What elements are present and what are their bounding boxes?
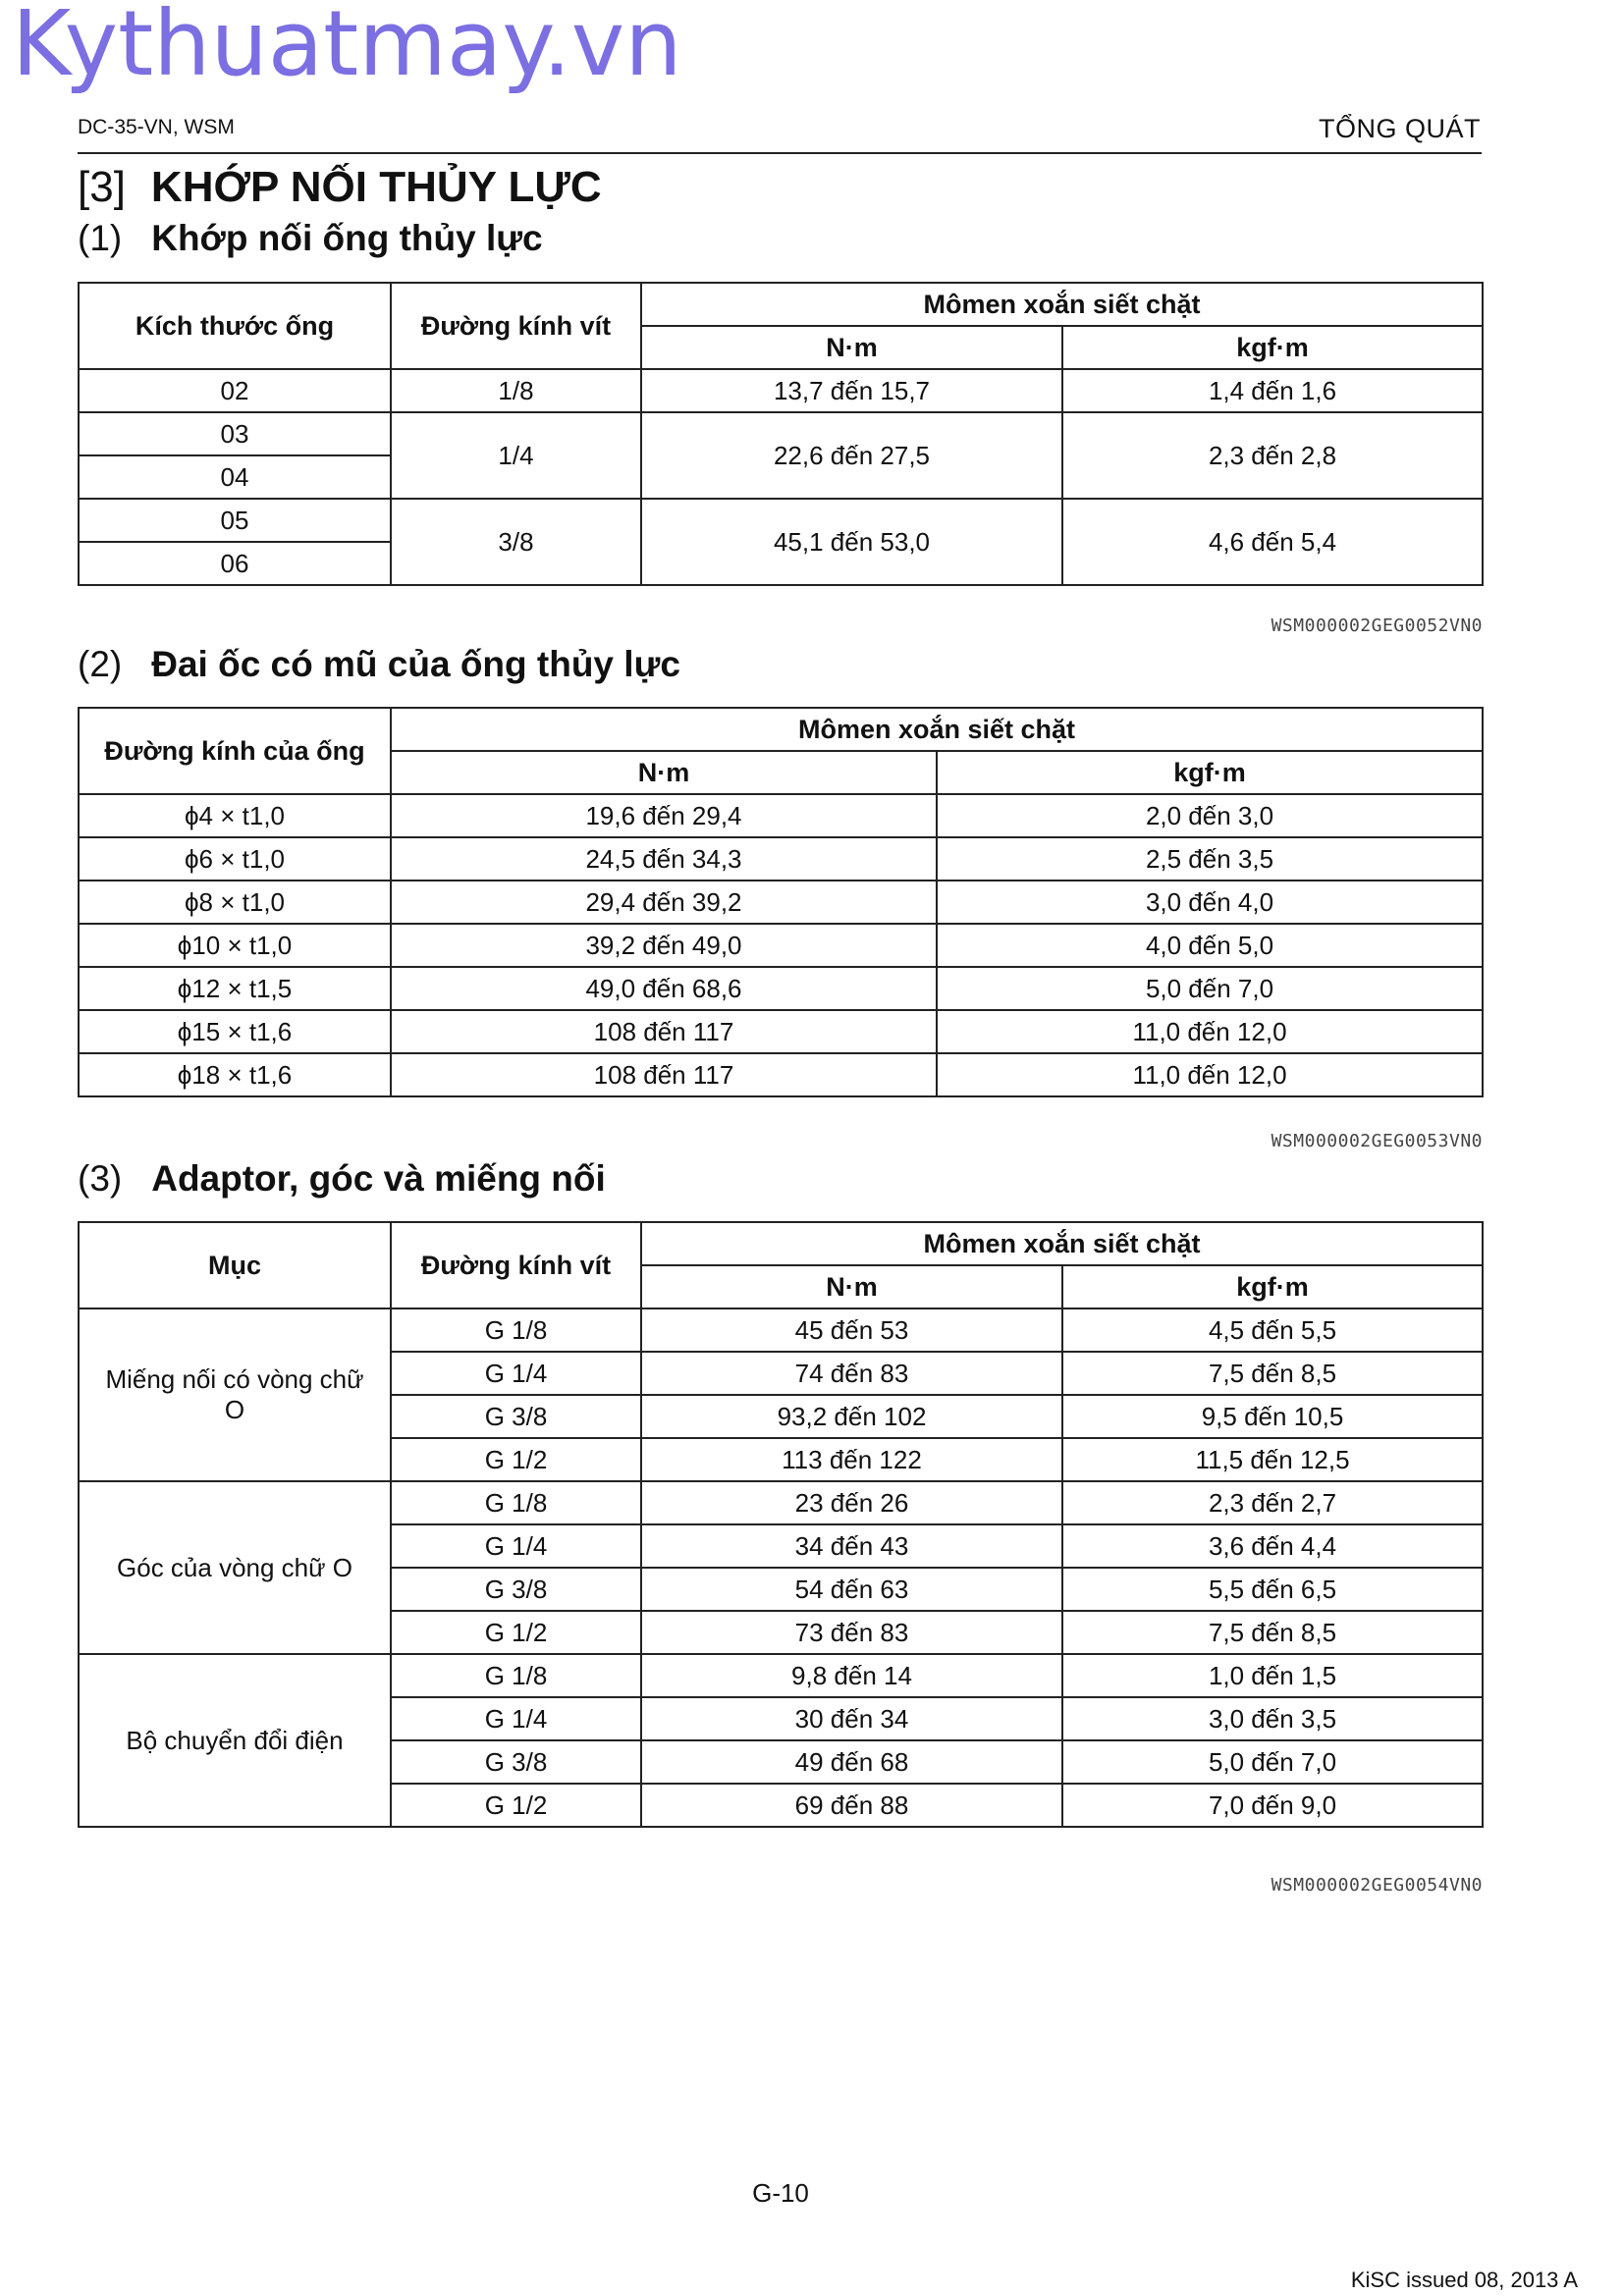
cell-kgfm: 3,6 đến 4,4 bbox=[1062, 1524, 1483, 1568]
cell-size: 04 bbox=[79, 455, 391, 499]
subsection-2-number: (2) bbox=[78, 644, 123, 684]
subsection-2-title: Đai ốc có mũ của ống thủy lực bbox=[151, 644, 680, 684]
cell-diameter: ϕ4 × t1,0 bbox=[79, 794, 391, 837]
cell-kgfm: 2,3 đến 2,7 bbox=[1062, 1481, 1483, 1524]
cell-nm: 49,0 đến 68,6 bbox=[391, 967, 937, 1010]
table-row bbox=[79, 967, 1483, 1010]
cell-nm: 19,6 đến 29,4 bbox=[391, 794, 937, 837]
section-heading bbox=[78, 163, 602, 212]
cell-kgfm: 3,0 đến 4,0 bbox=[937, 881, 1483, 924]
cell-thread: G 1/8 bbox=[391, 1481, 641, 1524]
cell-nm: 54 đến 63 bbox=[641, 1568, 1062, 1611]
cell-diameter: ϕ15 × t1,6 bbox=[79, 1010, 391, 1053]
header-thread-diameter: Đường kính vít bbox=[391, 1222, 641, 1308]
cell-kgfm: 3,0 đến 3,5 bbox=[1062, 1697, 1483, 1740]
table-row bbox=[79, 794, 1483, 837]
cell-nm: 74 đến 83 bbox=[641, 1352, 1062, 1395]
cell-kgfm: 7,5 đến 8,5 bbox=[1062, 1611, 1483, 1654]
header-torque: Mômen xoắn siết chặt bbox=[641, 283, 1483, 326]
document-code: DC-35-VN, WSM bbox=[78, 116, 235, 138]
header-pipe-diameter: Đường kính của ống bbox=[79, 708, 391, 794]
cell-kgfm: 4,6 đến 5,4 bbox=[1062, 499, 1483, 585]
section-title: KHỚP NỐI THỦY LỰC bbox=[150, 163, 602, 211]
cell-size: 03 bbox=[79, 412, 391, 455]
cell-kgfm: 5,0 đến 7,0 bbox=[937, 967, 1483, 1010]
table-row bbox=[79, 1481, 1483, 1524]
cell-nm: 45 đến 53 bbox=[641, 1308, 1062, 1352]
subsection-3-title: Adaptor, góc và miếng nối bbox=[151, 1158, 606, 1199]
cell-nm: 69 đến 88 bbox=[641, 1784, 1062, 1827]
cell-nm: 93,2 đến 102 bbox=[641, 1395, 1062, 1438]
cell-thread: G 1/2 bbox=[391, 1784, 641, 1827]
cell-thread: 1/8 bbox=[391, 369, 641, 412]
cell-thread: G 3/8 bbox=[391, 1568, 641, 1611]
header-thread-diameter: Đường kính vít bbox=[391, 283, 641, 369]
watermark-logo: Kythuatmay.vn bbox=[12, 0, 682, 96]
cell-kgfm: 4,0 đến 5,0 bbox=[937, 924, 1483, 967]
cell-diameter: ϕ6 × t1,0 bbox=[79, 837, 391, 881]
cell-thread: G 1/8 bbox=[391, 1654, 641, 1697]
subsection-3-number: (3) bbox=[78, 1158, 123, 1199]
cell-item: Góc của vòng chữ O bbox=[79, 1481, 391, 1654]
cell-nm: 23 đến 26 bbox=[641, 1481, 1062, 1524]
header-kgfm: kgf·m bbox=[1062, 326, 1483, 369]
reference-code: WSM000002GEG0053VN0 bbox=[1271, 1131, 1483, 1151]
cell-nm: 30 đến 34 bbox=[641, 1697, 1062, 1740]
cell-thread: 1/4 bbox=[391, 412, 641, 499]
reference-code: WSM000002GEG0054VN0 bbox=[1271, 1875, 1483, 1896]
cell-nm: 108 đến 117 bbox=[391, 1053, 937, 1096]
subsection-1-heading bbox=[78, 218, 543, 259]
cell-thread: G 3/8 bbox=[391, 1740, 641, 1784]
header-torque: Mômen xoắn siết chặt bbox=[641, 1222, 1483, 1265]
cell-item: Bộ chuyển đổi điện bbox=[79, 1654, 391, 1827]
table-row bbox=[79, 1654, 1483, 1697]
cell-kgfm: 7,5 đến 8,5 bbox=[1062, 1352, 1483, 1395]
cell-thread: G 1/8 bbox=[391, 1308, 641, 1352]
cell-nm: 22,6 đến 27,5 bbox=[641, 412, 1062, 499]
header-nm: N·m bbox=[641, 326, 1062, 369]
cell-thread: G 1/4 bbox=[391, 1352, 641, 1395]
cell-nm: 108 đến 117 bbox=[391, 1010, 937, 1053]
cell-nm: 45,1 đến 53,0 bbox=[641, 499, 1062, 585]
cell-kgfm: 1,0 đến 1,5 bbox=[1062, 1654, 1483, 1697]
cell-thread: 3/8 bbox=[391, 499, 641, 585]
cell-nm: 13,7 đến 15,7 bbox=[641, 369, 1062, 412]
cell-diameter: ϕ10 × t1,0 bbox=[79, 924, 391, 967]
cell-kgfm: 1,4 đến 1,6 bbox=[1062, 369, 1483, 412]
cell-kgfm: 2,0 đến 3,0 bbox=[937, 794, 1483, 837]
subsection-1-title: Khớp nối ống thủy lực bbox=[151, 218, 543, 258]
table-row bbox=[79, 881, 1483, 924]
table-row bbox=[79, 369, 1483, 412]
subsection-1-number: (1) bbox=[78, 218, 123, 258]
chapter-title: TỔNG QUÁT bbox=[1319, 114, 1481, 143]
cell-thread: G 1/2 bbox=[391, 1438, 641, 1481]
cell-diameter: ϕ18 × t1,6 bbox=[79, 1053, 391, 1096]
cell-kgfm: 2,5 đến 3,5 bbox=[937, 837, 1483, 881]
reference-code: WSM000002GEG0052VN0 bbox=[1271, 615, 1483, 636]
cell-diameter: ϕ8 × t1,0 bbox=[79, 881, 391, 924]
header-item: Mục bbox=[79, 1222, 391, 1308]
header-nm: N·m bbox=[641, 1265, 1062, 1308]
header-kgfm: kgf·m bbox=[937, 751, 1483, 794]
cell-nm: 29,4 đến 39,2 bbox=[391, 881, 937, 924]
table-row bbox=[79, 1010, 1483, 1053]
header-pipe-size: Kích thước ống bbox=[79, 283, 391, 369]
subsection-2-heading bbox=[78, 644, 680, 685]
issue-note: KiSC issued 08, 2013 A bbox=[1350, 2268, 1578, 2292]
header-divider bbox=[78, 152, 1482, 154]
table-row bbox=[79, 1308, 1483, 1352]
cell-nm: 49 đến 68 bbox=[641, 1740, 1062, 1784]
cell-nm: 73 đến 83 bbox=[641, 1611, 1062, 1654]
adaptor-torque-table bbox=[78, 1221, 1484, 1828]
header-kgfm: kgf·m bbox=[1062, 1265, 1483, 1308]
page-number: G-10 bbox=[752, 2178, 809, 2208]
header-torque: Mômen xoắn siết chặt bbox=[391, 708, 1483, 751]
table-row bbox=[79, 412, 1483, 455]
cell-thread: G 1/4 bbox=[391, 1524, 641, 1568]
cell-nm: 39,2 đến 49,0 bbox=[391, 924, 937, 967]
cell-nm: 24,5 đến 34,3 bbox=[391, 837, 937, 881]
cell-kgfm: 11,5 đến 12,5 bbox=[1062, 1438, 1483, 1481]
table-row bbox=[79, 1053, 1483, 1096]
cell-kgfm: 5,0 đến 7,0 bbox=[1062, 1740, 1483, 1784]
table-row bbox=[79, 924, 1483, 967]
flare-nut-torque-table bbox=[78, 707, 1484, 1097]
cell-kgfm: 7,0 đến 9,0 bbox=[1062, 1784, 1483, 1827]
cell-thread: G 1/2 bbox=[391, 1611, 641, 1654]
header-nm: N·m bbox=[391, 751, 937, 794]
cell-kgfm: 4,5 đến 5,5 bbox=[1062, 1308, 1483, 1352]
cell-thread: G 3/8 bbox=[391, 1395, 641, 1438]
cell-kgfm: 9,5 đến 10,5 bbox=[1062, 1395, 1483, 1438]
cell-size: 06 bbox=[79, 542, 391, 585]
table-row bbox=[79, 837, 1483, 881]
cell-nm: 113 đến 122 bbox=[641, 1438, 1062, 1481]
cell-kgfm: 5,5 đến 6,5 bbox=[1062, 1568, 1483, 1611]
cell-size: 02 bbox=[79, 369, 391, 412]
cell-kgfm: 11,0 đến 12,0 bbox=[937, 1010, 1483, 1053]
cell-size: 05 bbox=[79, 499, 391, 542]
cell-nm: 9,8 đến 14 bbox=[641, 1654, 1062, 1697]
pipe-fitting-torque-table bbox=[78, 282, 1484, 586]
table-row bbox=[79, 499, 1483, 542]
section-number: [3] bbox=[78, 163, 126, 211]
cell-thread: G 1/4 bbox=[391, 1697, 641, 1740]
cell-nm: 34 đến 43 bbox=[641, 1524, 1062, 1568]
cell-diameter: ϕ12 × t1,5 bbox=[79, 967, 391, 1010]
cell-kgfm: 11,0 đến 12,0 bbox=[937, 1053, 1483, 1096]
cell-kgfm: 2,3 đến 2,8 bbox=[1062, 412, 1483, 499]
subsection-3-heading bbox=[78, 1158, 606, 1200]
cell-item: Miếng nối có vòng chữ O bbox=[79, 1308, 391, 1481]
